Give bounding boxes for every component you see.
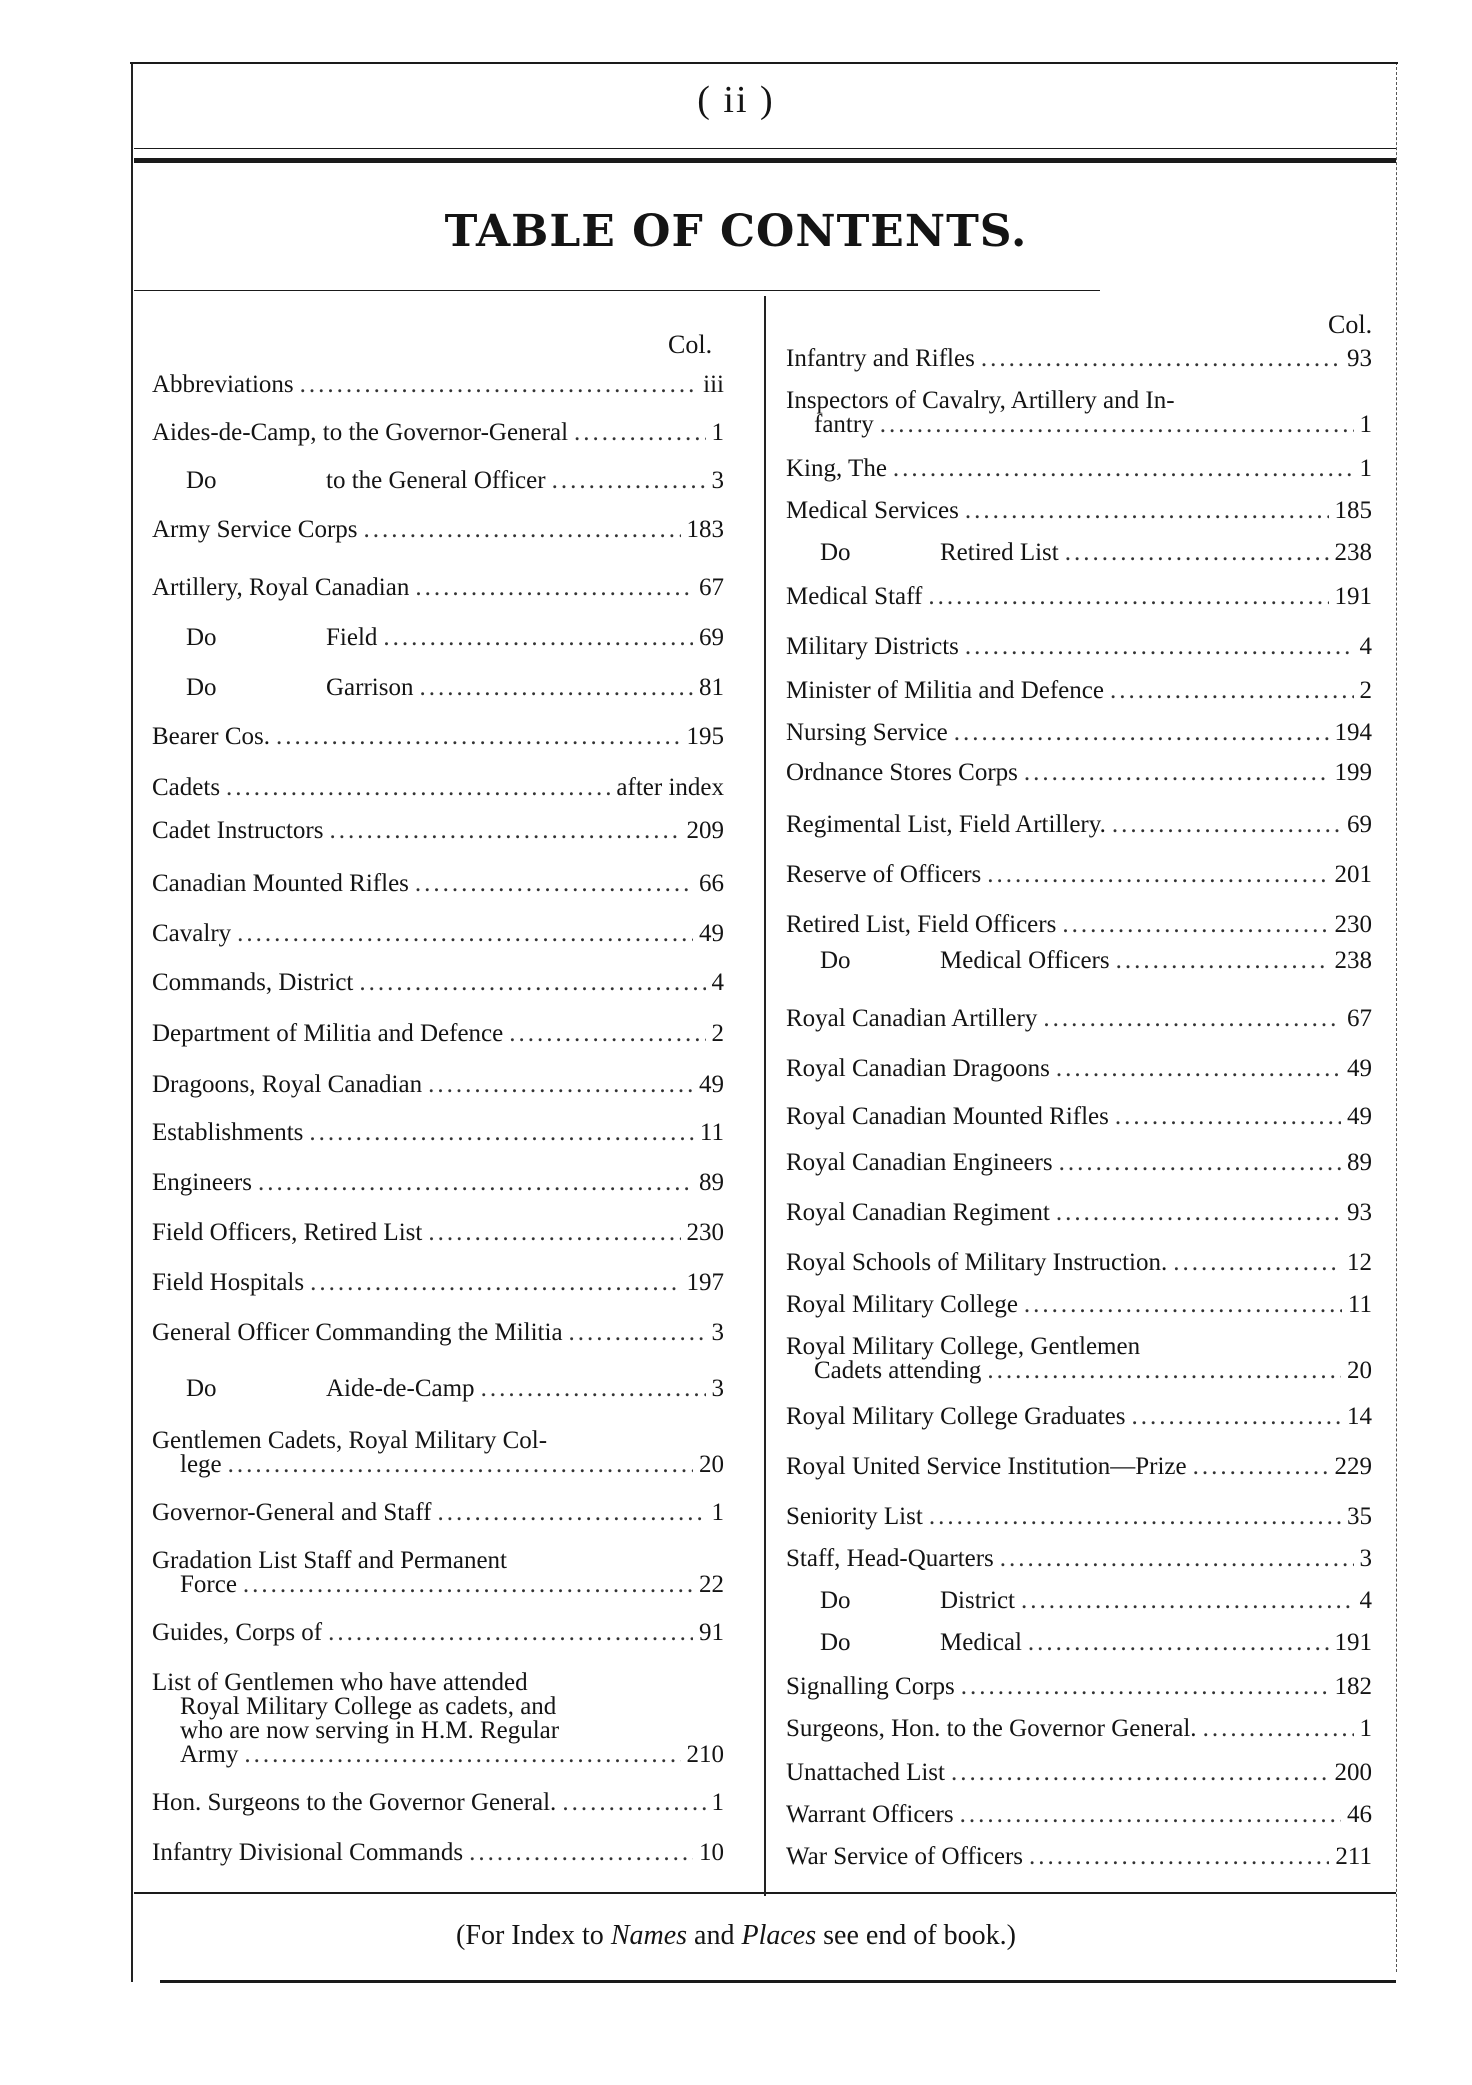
toc-entry-label: Medical Services [786, 497, 959, 524]
toc-leader-dots [226, 775, 610, 801]
toc-leader-dots [1203, 1716, 1354, 1742]
toc-entry-column-number: 191 [1334, 1629, 1372, 1656]
toc-entry-column-number: 211 [1335, 1843, 1372, 1870]
toc-entry-label: Do [186, 1375, 217, 1402]
toc-entry-sublabel: District [940, 1587, 1015, 1614]
toc-leader-dots [1000, 1546, 1354, 1572]
toc-entry-column-number: 49 [1347, 1103, 1372, 1130]
toc-entry-column-number: 230 [1334, 911, 1372, 938]
toc-entry-label: Governor-General and Staff [152, 1499, 432, 1526]
toc-entry-column-number: 1 [711, 1789, 724, 1816]
toc-leader-dots [469, 1840, 693, 1866]
toc-entry-label: Retired List, Field Officers [786, 911, 1057, 938]
toc-entry-column-number: 46 [1347, 1801, 1372, 1828]
toc-entry-label: Royal Canadian Mounted Rifles [786, 1103, 1109, 1130]
toc-entry-label: Army Service Corps [152, 516, 358, 543]
toc-entry-label: Aides-de-Camp, to the Governor-General [152, 419, 569, 446]
toc-entry-column-number: 209 [686, 817, 724, 844]
toc-entry-column-number: 210 [686, 1741, 724, 1768]
toc-entry-label: Do [820, 539, 851, 566]
toc-leader-dots [987, 1358, 1341, 1384]
toc-entry-label: Unattached List [786, 1759, 945, 1786]
toc-entry-label: Nursing Service [786, 719, 948, 746]
toc-entry-column-number: 200 [1334, 1759, 1372, 1786]
toc-leader-dots [237, 921, 693, 947]
toc-leader-dots [329, 818, 680, 844]
page-title: TABLE OF CONTENTS. [444, 206, 1028, 257]
toc-entry-label: Royal Schools of Military Instruction. [786, 1249, 1168, 1276]
right-col-heading: Col. [1328, 310, 1373, 339]
toc-entry-column-number: 35 [1347, 1503, 1372, 1530]
toc-leader-dots [481, 1376, 706, 1402]
toc-leader-dots [359, 970, 705, 996]
toc-entry-column-number: 22 [699, 1571, 724, 1598]
toc-entry-label: Cadet Instructors [152, 817, 324, 844]
toc-leader-dots [1021, 1588, 1354, 1614]
toc-leader-dots [1062, 912, 1328, 938]
toc-leader-dots [1116, 948, 1329, 974]
index-note-close: see end of book.) [823, 1920, 1016, 1951]
toc-leader-dots [1056, 1056, 1341, 1082]
toc-entry-label: Do [820, 1587, 851, 1614]
toc-entry-label: Establishments [152, 1119, 304, 1146]
toc-entry-label: Signalling Corps [786, 1673, 955, 1700]
toc-leader-dots [1059, 1150, 1341, 1176]
toc-leader-dots [1115, 1104, 1341, 1130]
toc-entry-column-number: 4 [1359, 1587, 1372, 1614]
toc-entry-label: Cavalry [152, 920, 232, 947]
toc-entry-label: Infantry and Rifles [786, 345, 975, 372]
toc-entry-label: Seniority List [786, 1503, 923, 1530]
toc-leader-dots [574, 420, 705, 446]
toc-leader-dots [929, 1504, 1341, 1530]
toc-entry-label: Bearer Cos. [152, 723, 271, 750]
toc-entry-label: Cadets attending [814, 1357, 982, 1384]
toc-entry-label: Reserve of Officers [786, 861, 982, 888]
toc-entry-sublabel: Medical Officers [940, 947, 1110, 974]
toc-entry-column-number: 229 [1334, 1453, 1372, 1480]
toc-entry-label: Infantry Divisional Commands [152, 1839, 464, 1866]
toc-entry-column-number: 89 [699, 1169, 724, 1196]
toc-leader-dots [1110, 678, 1354, 704]
toc-entry-sublabel: Aide-de-Camp [326, 1375, 475, 1402]
toc-entry-column-number: iii [703, 371, 724, 398]
toc-leader-dots [1028, 1630, 1329, 1656]
toc-entry-column-number: 93 [1347, 345, 1372, 372]
toc-entry-column-number: 3 [1359, 1545, 1372, 1572]
toc-entry-column-number: 66 [699, 870, 724, 897]
toc-leader-dots [954, 720, 1329, 746]
toc-entry-label: Royal United Service Institution—Prize [786, 1453, 1187, 1480]
index-note [0, 1920, 1472, 1952]
toc-leader-dots [1024, 1292, 1342, 1318]
toc-leader-dots [987, 862, 1328, 888]
toc-entry-column-number: 3 [711, 1375, 724, 1402]
toc-entry-column-number: 194 [1334, 719, 1372, 746]
toc-entry-label: Regimental List, Field Artillery. [786, 811, 1106, 838]
toc-entry-column-number: 195 [686, 723, 724, 750]
index-note-open: (For Index to [456, 1920, 604, 1951]
toc-entry-label: Engineers [152, 1169, 252, 1196]
toc-entry-column-number: 91 [699, 1619, 724, 1646]
toc-entry-label: Cadets [152, 774, 221, 801]
toc-entry-label-line: List of Gentlemen who have attended [152, 1669, 528, 1696]
toc-entry-column-number: 1 [1359, 411, 1372, 438]
header-thin-rule [134, 148, 1396, 149]
toc-leader-dots [562, 1790, 705, 1816]
footer-rule [160, 1980, 1396, 1983]
toc-leader-dots [961, 1674, 1329, 1700]
toc-leader-dots [981, 346, 1341, 372]
toc-leader-dots [419, 675, 693, 701]
toc-leader-dots [893, 456, 1354, 482]
toc-entry-column-number: 81 [699, 674, 724, 701]
toc-leader-dots [310, 1270, 680, 1296]
toc-leader-dots [258, 1170, 693, 1196]
toc-leader-dots [1056, 1200, 1341, 1226]
toc-leader-dots [300, 372, 698, 398]
toc-entry-label: Staff, Head-Quarters [786, 1545, 994, 1572]
toc-entry-column-number: 4 [1359, 633, 1372, 660]
toc-entry-column-number: 67 [1347, 1005, 1372, 1032]
toc-entry-column-number: 183 [686, 516, 724, 543]
toc-entry-label-line: Royal Military College as cadets, and [180, 1693, 557, 1720]
toc-entry-column-number: 11 [699, 1119, 724, 1146]
toc-entry-label-line: Gradation List Staff and Permanent [152, 1547, 508, 1574]
toc-entry-column-number: 67 [699, 574, 724, 601]
toc-entry-column-number: 49 [699, 1071, 724, 1098]
toc-leader-dots [552, 468, 706, 494]
toc-entry-column-number: 49 [1347, 1055, 1372, 1082]
toc-entry-column-number: 3 [711, 467, 724, 494]
toc-leader-dots [228, 1452, 693, 1478]
toc-entry-column-number: 89 [1347, 1149, 1372, 1176]
toc-entry-column-number: 11 [1347, 1291, 1372, 1318]
toc-entry-label-line: Royal Military College, Gentlemen [786, 1333, 1141, 1360]
toc-entry-column-number: after index [616, 774, 724, 801]
toc-entry-column-number: 1 [1359, 1715, 1372, 1742]
toc-entry-column-number: 10 [699, 1839, 724, 1866]
toc-entry-column-number: 69 [699, 624, 724, 651]
toc-entry-label: Abbreviations [152, 371, 294, 398]
toc-entry-column-number: 185 [1334, 497, 1372, 524]
toc-entry-label: Do [820, 947, 851, 974]
toc-entry-sublabel: Garrison [326, 674, 414, 701]
toc-leader-dots [415, 871, 693, 897]
toc-entry-label: Royal Canadian Regiment [786, 1199, 1050, 1226]
toc-entry-column-number: 20 [699, 1451, 724, 1478]
toc-entry-column-number: 14 [1347, 1403, 1372, 1430]
toc-entry-label: Artillery, Royal Canadian [152, 574, 410, 601]
toc-leader-dots [309, 1120, 694, 1146]
toc-entry-label: Royal Military College Graduates [786, 1403, 1126, 1430]
toc-entry-label: General Officer Commanding the Militia [152, 1319, 563, 1346]
toc-entry-label: Do [186, 467, 217, 494]
toc-entry-column-number: 1 [1359, 455, 1372, 482]
toc-entry-label: Warrant Officers [786, 1801, 954, 1828]
title-rule [134, 290, 1100, 291]
toc-entry-label: Royal Military College [786, 1291, 1018, 1318]
toc-entry-label: Force [180, 1571, 237, 1598]
toc-entry-label-line: Gentlemen Cadets, Royal Military Col- [152, 1427, 548, 1454]
toc-entry-label: Field Officers, Retired List [152, 1219, 423, 1246]
toc-entry-sublabel: Field [326, 624, 378, 651]
toc-leader-dots [1173, 1250, 1341, 1276]
top-rule [130, 62, 1398, 64]
toc-entry-column-number: 3 [711, 1319, 724, 1346]
toc-leader-dots [880, 412, 1354, 438]
toc-leader-dots [1043, 1006, 1341, 1032]
toc-leader-dots [364, 517, 681, 543]
toc-entry-label: Guides, Corps of [152, 1619, 323, 1646]
toc-leader-dots [1024, 760, 1329, 786]
toc-entry-column-number: 4 [711, 969, 724, 996]
toc-leader-dots [276, 724, 680, 750]
toc-leader-dots [509, 1021, 705, 1047]
toc-entry-label: lege [180, 1451, 222, 1478]
index-note-places: Places [741, 1920, 817, 1951]
toc-entry-column-number: 182 [1334, 1673, 1372, 1700]
toc-entry-label: fantry [814, 411, 874, 438]
toc-entry-label: Surgeons, Hon. to the Governor General. [786, 1715, 1197, 1742]
toc-entry-label-line: Inspectors of Cavalry, Artillery and In- [786, 387, 1175, 414]
toc-leader-dots [960, 1802, 1341, 1828]
index-note-and: and [694, 1920, 735, 1951]
toc-leader-dots [951, 1760, 1329, 1786]
toc-entry-column-number: 199 [1334, 759, 1372, 786]
toc-leader-dots [1112, 812, 1341, 838]
header-thick-rule [134, 158, 1396, 163]
toc-leader-dots [965, 634, 1354, 660]
toc-entry-label: Army [180, 1741, 239, 1768]
toc-leader-dots [928, 584, 1328, 610]
toc-entry-label: Royal Canadian Artillery [786, 1005, 1038, 1032]
toc-entry-column-number: 191 [1334, 583, 1372, 610]
toc-entry-label: Do [186, 674, 217, 701]
toc-entry-column-number: 197 [686, 1269, 724, 1296]
toc-entry-label: Department of Militia and Defence [152, 1020, 504, 1047]
toc-leader-dots [428, 1220, 680, 1246]
page-number: ( ii ) [697, 79, 775, 121]
toc-leader-dots [383, 625, 693, 651]
toc-entry-label: Hon. Surgeons to the Governor General. [152, 1789, 557, 1816]
toc-leader-dots [1029, 1844, 1329, 1870]
column-divider [764, 296, 766, 1896]
toc-entry-label: Canadian Mounted Rifles [152, 870, 409, 897]
toc-entry-column-number: 69 [1347, 811, 1372, 838]
toc-leader-dots [428, 1072, 693, 1098]
toc-entry-column-number: 20 [1347, 1357, 1372, 1384]
toc-entry-label: War Service of Officers [786, 1843, 1023, 1870]
toc-entry-column-number: 49 [699, 920, 724, 947]
toc-entry-label: Commands, District [152, 969, 354, 996]
toc-entry-label: Do [820, 1629, 851, 1656]
toc-leader-dots [1132, 1404, 1341, 1430]
toc-entry-column-number: 2 [1359, 677, 1372, 704]
toc-entry-column-number: 238 [1334, 947, 1372, 974]
toc-entry-column-number: 1 [711, 1499, 724, 1526]
left-col-heading: Col. [668, 330, 713, 359]
toc-entry-column-number: 1 [711, 419, 724, 446]
toc-entry-column-number: 201 [1334, 861, 1372, 888]
toc-entry-label: Ordnance Stores Corps [786, 759, 1018, 786]
toc-entry-sublabel: Medical [940, 1629, 1022, 1656]
toc-leader-dots [328, 1620, 693, 1646]
toc-entry-label: Field Hospitals [152, 1269, 305, 1296]
toc-leader-dots [569, 1320, 706, 1346]
toc-entry-sublabel: Retired List [940, 539, 1059, 566]
toc-leader-dots [1193, 1454, 1329, 1480]
toc-entry-label: Royal Canadian Dragoons [786, 1055, 1050, 1082]
toc-entry-sublabel: to the General Officer [326, 467, 546, 494]
toc-entry-label-line: who are now serving in H.M. Regular [180, 1717, 560, 1744]
toc-entry-column-number: 230 [686, 1219, 724, 1246]
toc-leader-dots [965, 498, 1329, 524]
frame-left-border [131, 62, 133, 1982]
toc-entry-column-number: 238 [1334, 539, 1372, 566]
toc-entry-label: Dragoons, Royal Canadian [152, 1071, 423, 1098]
toc-entry-column-number: 93 [1347, 1199, 1372, 1226]
toc-entry-label: Medical Staff [786, 583, 923, 610]
toc-entry-label: Do [186, 624, 217, 651]
toc-entry-label: Military Districts [786, 633, 959, 660]
index-note-names: Names [610, 1920, 688, 1951]
toc-leader-dots [1065, 540, 1329, 566]
toc-leader-dots [243, 1572, 693, 1598]
toc-entry-column-number: 12 [1347, 1249, 1372, 1276]
toc-entry-label: Minister of Militia and Defence [786, 677, 1104, 704]
toc-entry-column-number: 2 [711, 1020, 724, 1047]
frame-right-border [1396, 62, 1398, 1972]
toc-leader-dots [244, 1742, 680, 1768]
toc-entry-label: Royal Canadian Engineers [786, 1149, 1053, 1176]
toc-leader-dots [437, 1500, 705, 1526]
toc-entry-label: King, The [786, 455, 887, 482]
toc-leader-dots [415, 575, 693, 601]
